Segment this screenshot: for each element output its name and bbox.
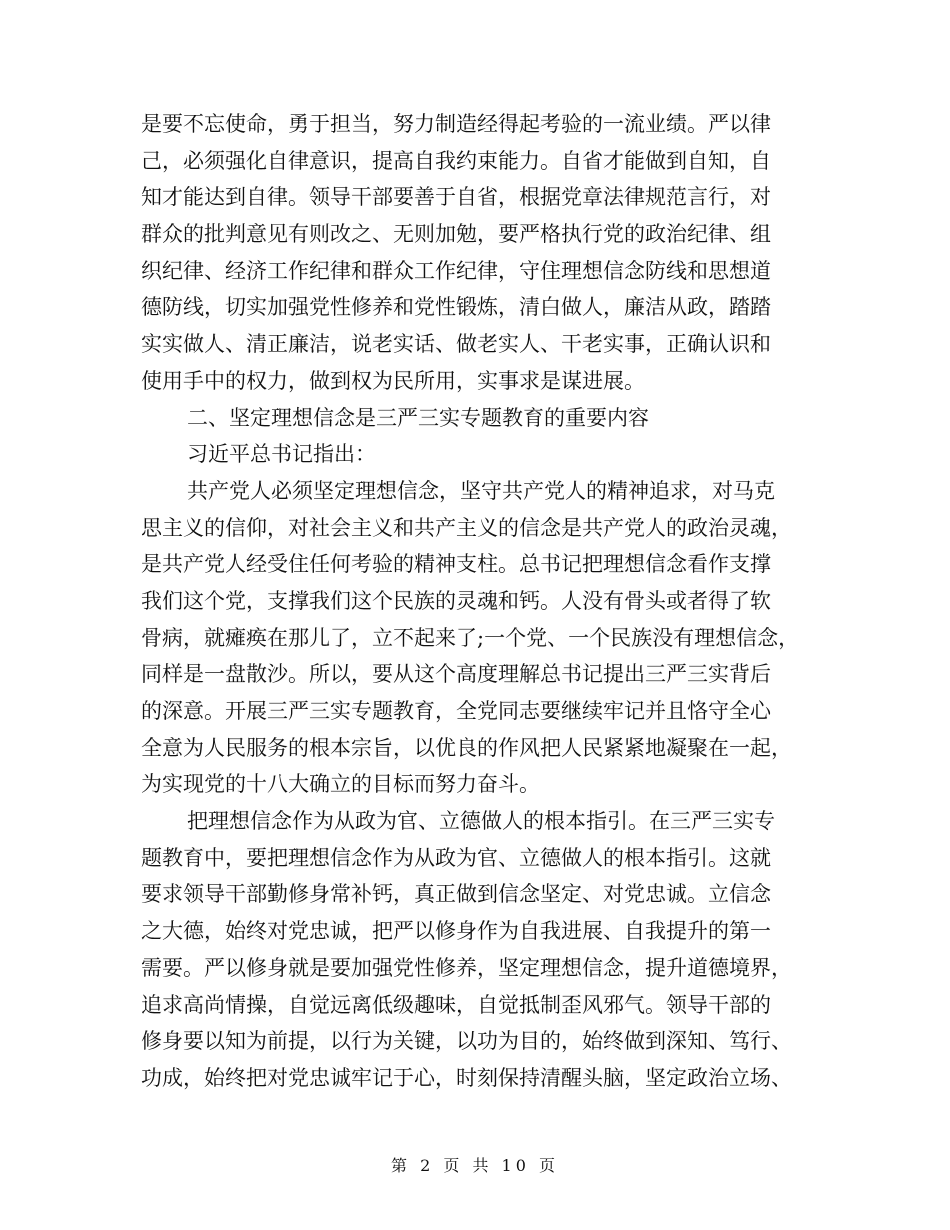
text-line: 己，必须强化自律意识，提高自我约束能力。自省才能做到自知，自 xyxy=(141,148,771,173)
text-line: 骨病，就瘫痪在那儿了，立不起来了;一个党、一个民族没有理想信念， xyxy=(141,625,800,650)
text-line: 要求领导干部勤修身常补钙，真正做到信念坚定、对党忠诚。立信念 xyxy=(141,882,771,907)
text-line: 知才能达到自律。领导干部要善于自省，根据党章法律规范言行，对 xyxy=(141,185,771,210)
paragraph-start: 把理想信念作为从政为官、立德做人的根本指引。在三严三实专 xyxy=(187,809,775,834)
text-line: 全意为人民服务的根本宗旨，以优良的作风把人民紧紧地凝聚在一起， xyxy=(141,735,792,760)
text-line: 德防线，切实加强党性修养和党性锻炼，清白做人，廉洁从政，踏踏 xyxy=(141,295,771,320)
text-line: 功成，始终把对党忠诚牢记于心，时刻保持清醒头脑，坚定政治立场、 xyxy=(141,1065,792,1090)
body-text xyxy=(141,106,816,1097)
text-line: 实实做人、清正廉洁，说老实话、做老实人、干老实事，正确认识和 xyxy=(141,332,771,357)
text-line: 之大德，始终对党忠诚，把严以修身作为自我进展、自我提升的第一 xyxy=(141,919,771,944)
text-line: 我们这个党，支撑我们这个民族的灵魂和钙。人没有骨头或者得了软 xyxy=(141,588,771,613)
page-number-footer: 第 2 页 共 10 页 xyxy=(391,1156,559,1175)
text-line: 追求高尚情操，自觉远离低级趣味，自觉抵制歪风邪气。领导干部的 xyxy=(141,992,771,1017)
text-line: 使用手中的权力，做到权为民所用，实事求是谋进展。 xyxy=(141,368,645,393)
text-line: 题教育中，要把理想信念作为从政为官、立德做人的根本指引。这就 xyxy=(141,845,771,870)
section-heading: 二、坚定理想信念是三严三实专题教育的重要内容 xyxy=(187,405,649,430)
text-line: 的深意。开展三严三实专题教育，全党同志要继续牢记并且恪守全心 xyxy=(141,699,771,723)
text-line: 习近平总书记指出： xyxy=(187,442,376,467)
text-line: 同样是一盘散沙。所以，要从这个高度理解总书记提出三严三实背后 xyxy=(141,662,771,687)
text-line: 修身要以知为前提，以行为关键，以功为目的，始终做到深知、笃行、 xyxy=(141,1029,792,1054)
text-line: 为实现党的十八大确立的目标而努力奋斗。 xyxy=(141,772,540,797)
text-line: 织纪律、经济工作纪律和群众工作纪律，守住理想信念防线和思想道 xyxy=(141,258,771,283)
paragraph-start: 共产党人必须坚定理想信念，坚守共产党人的精神追求，对马克 xyxy=(187,478,775,503)
text-line: 思主义的信仰，对社会主义和共产主义的信念是共产党人的政治灵魂， xyxy=(141,515,792,540)
text-line: 是共产党人经受住任何考验的精神支柱。总书记把理想信念看作支撑 xyxy=(141,552,771,577)
text-line: 群众的批判意见有则改之、无则加勉，要严格执行党的政治纪律、组 xyxy=(141,222,771,247)
text-line: 需要。严以修身就是要加强党性修养，坚定理想信念，提升道德境界， xyxy=(141,955,792,980)
text-line: 是要不忘使命，勇于担当，努力制造经得起考验的一流业绩。严以律 xyxy=(141,112,771,136)
